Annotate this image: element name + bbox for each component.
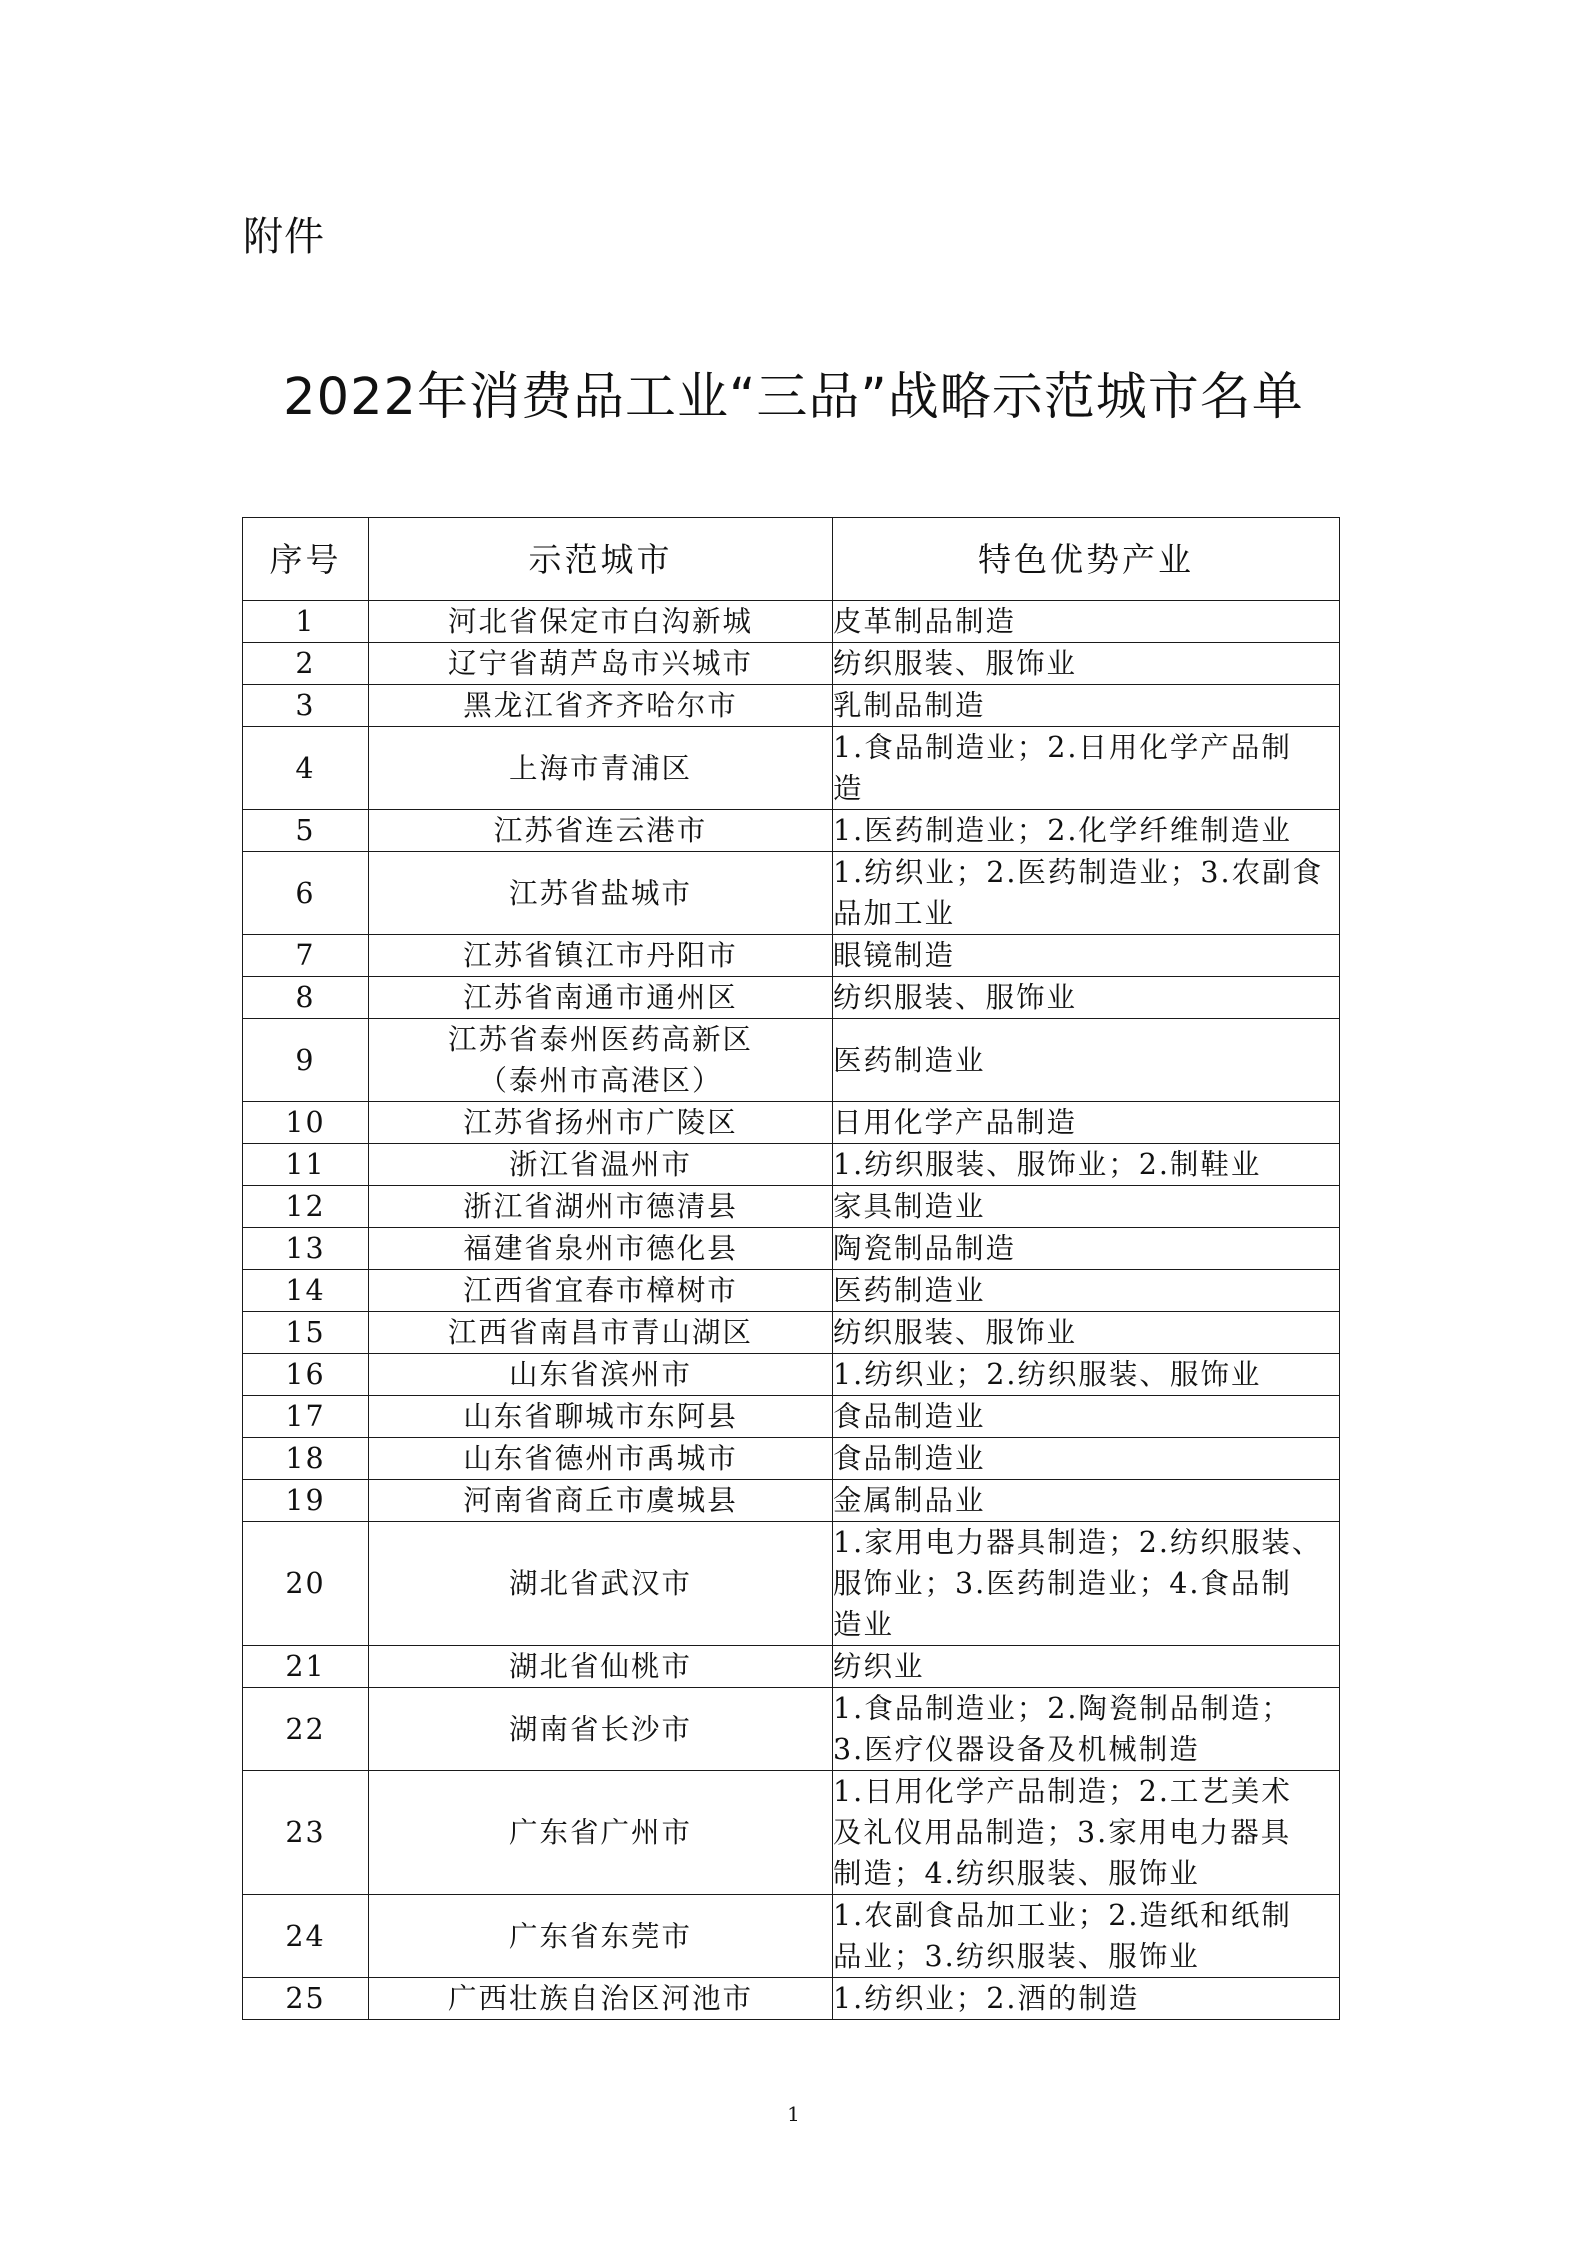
city-line: 广东省东莞市 (508, 1919, 692, 1953)
city-line: 江苏省扬州市广陵区 (463, 1106, 738, 1139)
cell-featured-industry (833, 1270, 1340, 1312)
cell-serial-number: 14 (243, 1270, 369, 1312)
city-line: 江西省宜春市樟树市 (463, 1274, 738, 1307)
cell-featured-industry (833, 852, 1340, 935)
cell-demo-city (369, 1396, 833, 1438)
cell-serial-number: 23 (243, 1771, 369, 1895)
industry-line: 金属制品业 (833, 1484, 986, 1517)
cell-serial-number: 16 (243, 1354, 369, 1396)
cell-serial-number: 25 (243, 1978, 369, 2020)
cell-serial-number: 1 (243, 601, 369, 643)
cell-demo-city (369, 1354, 833, 1396)
table-row (243, 1312, 1340, 1354)
industry-line: 1.农副食品加工业；2.造纸和纸制 (833, 1899, 1292, 1932)
industry-line: 1.日用化学产品制造；2.工艺美术 (833, 1775, 1292, 1808)
table-row (243, 1522, 1340, 1646)
header-demo-city: 示范城市 (369, 518, 833, 601)
city-line: 江苏省泰州医药高新区 (447, 1023, 753, 1056)
table-row (243, 977, 1340, 1019)
cell-featured-industry (833, 977, 1340, 1019)
industry-line: 纺织业 (833, 1650, 925, 1683)
city-line: 山东省滨州市 (508, 1358, 692, 1391)
cell-featured-industry (833, 1895, 1340, 1978)
cell-serial-number: 4 (243, 727, 369, 810)
city-line: 江苏省盐城市 (508, 876, 692, 910)
cell-serial-number: 11 (243, 1144, 369, 1186)
cell-featured-industry (833, 1978, 1340, 2020)
cell-featured-industry (833, 685, 1340, 727)
table-row (243, 685, 1340, 727)
table-row (243, 1895, 1340, 1978)
cell-demo-city (369, 1895, 833, 1978)
cell-demo-city (369, 727, 833, 810)
cell-featured-industry (833, 1438, 1340, 1480)
industry-line: 眼镜制造 (833, 939, 956, 972)
table-row (243, 1186, 1340, 1228)
cell-serial-number: 3 (243, 685, 369, 727)
industry-line: 陶瓷制品制造 (833, 1232, 1017, 1265)
cell-demo-city (369, 1312, 833, 1354)
industry-line: 品业；3.纺织服装、服饰业 (833, 1940, 1200, 1973)
cell-demo-city (369, 1978, 833, 2020)
table-row (243, 935, 1340, 977)
cell-serial-number: 19 (243, 1480, 369, 1522)
table-row (243, 852, 1340, 935)
cell-serial-number: 18 (243, 1438, 369, 1480)
city-line: 江西省南昌市青山湖区 (447, 1316, 753, 1349)
industry-line: 造 (833, 772, 864, 805)
cell-demo-city (369, 810, 833, 852)
industry-line: 日用化学产品制造 (833, 1106, 1078, 1139)
city-line: 黑龙江省齐齐哈尔市 (463, 689, 738, 722)
cell-featured-industry (833, 1522, 1340, 1646)
city-line: 湖北省仙桃市 (508, 1650, 692, 1683)
table-row (243, 727, 1340, 810)
industry-line: 食品制造业 (833, 1400, 986, 1433)
industry-line: 乳制品制造 (833, 689, 986, 722)
city-line: 广西壮族自治区河池市 (447, 1982, 753, 2015)
cell-serial-number: 24 (243, 1895, 369, 1978)
cell-serial-number: 7 (243, 935, 369, 977)
city-line: 河南省商丘市虞城县 (463, 1484, 738, 1517)
industry-line: 制造；4.纺织服装、服饰业 (833, 1857, 1200, 1890)
table-row (243, 1270, 1340, 1312)
city-line: 山东省德州市禹城市 (463, 1442, 738, 1475)
cell-featured-industry (833, 935, 1340, 977)
cell-demo-city (369, 1480, 833, 1522)
table-row (243, 1102, 1340, 1144)
cell-serial-number: 20 (243, 1522, 369, 1646)
city-line: 湖北省武汉市 (508, 1567, 692, 1600)
cell-featured-industry (833, 1228, 1340, 1270)
city-line: 山东省聊城市东阿县 (463, 1400, 738, 1433)
table-row (243, 1688, 1340, 1771)
table-row (243, 1019, 1340, 1102)
page-title: 2022年消费品工业“三品”战略示范城市名单 (283, 368, 1304, 427)
cell-demo-city (369, 977, 833, 1019)
page-number: 1 (787, 2102, 800, 2126)
cell-featured-industry (833, 1354, 1340, 1396)
header-featured-industry: 特色优势产业 (833, 518, 1340, 601)
cell-demo-city (369, 643, 833, 685)
table-row (243, 810, 1340, 852)
industry-line: 服饰业；3.医药制造业；4.食品制 (833, 1567, 1292, 1600)
industry-line: 医药制造业 (833, 1043, 986, 1077)
cell-featured-industry (833, 810, 1340, 852)
cell-serial-number: 21 (243, 1646, 369, 1688)
cell-featured-industry (833, 1646, 1340, 1688)
table-row (243, 643, 1340, 685)
table-row (243, 1438, 1340, 1480)
industry-line: 纺织服装、服饰业 (833, 1316, 1078, 1349)
cell-featured-industry (833, 1019, 1340, 1102)
industry-line: 纺织服装、服饰业 (833, 647, 1078, 680)
industry-line: 食品制造业 (833, 1442, 986, 1475)
cell-demo-city (369, 1646, 833, 1688)
cell-demo-city (369, 1688, 833, 1771)
cell-featured-industry (833, 1312, 1340, 1354)
cell-demo-city (369, 1186, 833, 1228)
cell-demo-city (369, 1438, 833, 1480)
cell-demo-city (369, 1228, 833, 1270)
cell-serial-number: 6 (243, 852, 369, 935)
industry-line: 1.纺织业；2.纺织服装、服饰业 (833, 1358, 1262, 1391)
table-row (243, 1354, 1340, 1396)
cell-featured-industry (833, 1144, 1340, 1186)
city-line: 河北省保定市白沟新城 (447, 605, 753, 638)
attachment-label: 附件 (243, 214, 325, 260)
city-line: 上海市青浦区 (508, 751, 692, 785)
city-line: 福建省泉州市德化县 (463, 1232, 738, 1265)
industry-line: 皮革制品制造 (833, 605, 1017, 638)
city-line: （泰州市高港区） (478, 1064, 723, 1097)
cell-demo-city (369, 935, 833, 977)
city-line: 辽宁省葫芦岛市兴城市 (447, 647, 753, 680)
table-body (243, 601, 1340, 2020)
cell-serial-number: 10 (243, 1102, 369, 1144)
cell-serial-number: 22 (243, 1688, 369, 1771)
industry-line: 1.纺织服装、服饰业；2.制鞋业 (833, 1148, 1262, 1181)
industry-line: 1.食品制造业；2.日用化学产品制 (833, 731, 1292, 764)
cell-serial-number: 5 (243, 810, 369, 852)
cell-serial-number: 15 (243, 1312, 369, 1354)
industry-line: 3.医疗仪器设备及机械制造 (833, 1733, 1200, 1766)
industry-line: 造业 (833, 1608, 895, 1641)
table-header (243, 518, 1340, 601)
cell-demo-city (369, 685, 833, 727)
industry-line: 医药制造业 (833, 1274, 986, 1307)
table-row (243, 1771, 1340, 1895)
table-row (243, 1228, 1340, 1270)
city-line: 江苏省连云港市 (493, 814, 708, 847)
city-line: 江苏省南通市通州区 (463, 981, 738, 1014)
table-row (243, 1978, 1340, 2020)
cell-featured-industry (833, 1688, 1340, 1771)
cell-serial-number: 9 (243, 1019, 369, 1102)
city-line: 浙江省湖州市德清县 (463, 1190, 738, 1223)
cell-serial-number: 2 (243, 643, 369, 685)
city-list-table (242, 517, 1340, 2020)
cell-demo-city (369, 1270, 833, 1312)
cell-featured-industry (833, 1102, 1340, 1144)
cell-demo-city (369, 1102, 833, 1144)
cell-serial-number: 13 (243, 1228, 369, 1270)
industry-line: 品加工业 (833, 897, 956, 930)
cell-demo-city (369, 1522, 833, 1646)
industry-line: 纺织服装、服饰业 (833, 981, 1078, 1014)
cell-featured-industry (833, 1480, 1340, 1522)
cell-serial-number: 8 (243, 977, 369, 1019)
table-header-row (243, 518, 1340, 601)
cell-featured-industry (833, 1396, 1340, 1438)
table-row (243, 601, 1340, 643)
cell-featured-industry (833, 1771, 1340, 1895)
industry-line: 1.食品制造业；2.陶瓷制品制造； (833, 1692, 1292, 1725)
cell-featured-industry (833, 643, 1340, 685)
cell-featured-industry (833, 727, 1340, 810)
city-line: 浙江省温州市 (508, 1148, 692, 1181)
header-serial-number: 序号 (243, 518, 369, 601)
cell-demo-city (369, 601, 833, 643)
table-row (243, 1396, 1340, 1438)
industry-line: 1.纺织业；2.酒的制造 (833, 1982, 1140, 2015)
cell-demo-city (369, 852, 833, 935)
cell-featured-industry (833, 601, 1340, 643)
cell-serial-number: 12 (243, 1186, 369, 1228)
city-line: 湖南省长沙市 (508, 1712, 692, 1746)
cell-featured-industry (833, 1186, 1340, 1228)
cell-demo-city (369, 1019, 833, 1102)
cell-demo-city (369, 1144, 833, 1186)
cell-demo-city (369, 1771, 833, 1895)
industry-line: 1.医药制造业；2.化学纤维制造业 (833, 814, 1292, 847)
city-line: 江苏省镇江市丹阳市 (463, 939, 738, 972)
table-row (243, 1646, 1340, 1688)
industry-line: 1.家用电力器具制造；2.纺织服装、 (833, 1526, 1323, 1559)
industry-line: 及礼仪用品制造；3.家用电力器具 (833, 1816, 1292, 1849)
city-line: 广东省广州市 (508, 1816, 692, 1849)
table-row (243, 1144, 1340, 1186)
table-row (243, 1480, 1340, 1522)
industry-line: 家具制造业 (833, 1190, 986, 1223)
cell-serial-number: 17 (243, 1396, 369, 1438)
industry-line: 1.纺织业；2.医药制造业；3.农副食 (833, 856, 1324, 889)
